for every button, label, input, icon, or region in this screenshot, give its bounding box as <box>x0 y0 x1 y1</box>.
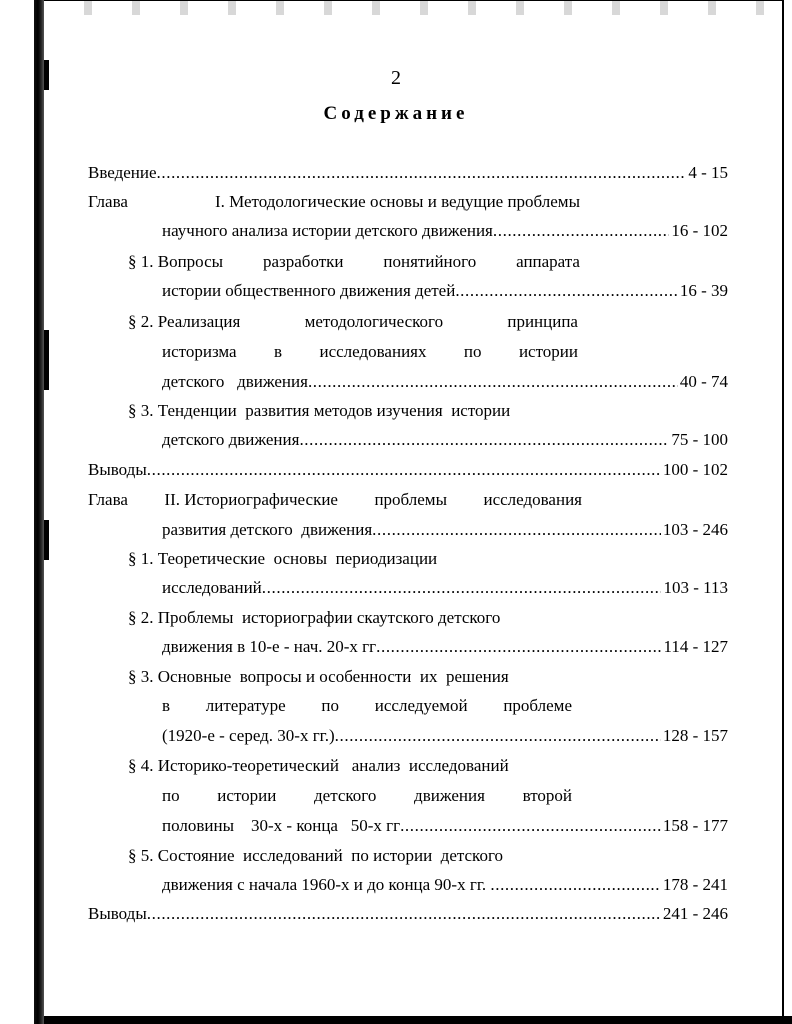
dot-leader <box>157 162 687 184</box>
toc-entry-pages: 4 - 15 <box>688 163 728 182</box>
toc-ch2-section-2-entry: движения в 10-е - нач. 20-х гг ..... 114 - 127 <box>162 636 728 658</box>
toc-ch2-section-4-heading: § 4. Историко-теоретический анализ исследований <box>128 756 509 775</box>
page-number: 2 <box>391 67 401 89</box>
toc-entry-intro <box>88 162 728 184</box>
dot-leader <box>262 577 662 599</box>
toc-ch1-section-3-entry: детского движения ..... 75 - 100 <box>162 429 728 451</box>
toc-ch1-section-2-line: историзма в исследованиях по истории <box>162 342 578 361</box>
toc-ch2-section-5-heading: § 5. Состояние исследований по истории детского <box>128 846 503 865</box>
toc-ch2-section-4-line: по истории детского движения второй <box>162 786 572 805</box>
dot-leader <box>490 874 660 896</box>
toc-ch2-conclusions: Выводы ..... 241 - 246 <box>88 903 728 925</box>
toc-ch1-section-2-heading: § 2. Реализация методологического принципа <box>128 312 578 331</box>
toc-chapter-2-heading: Глава II. Историографические проблемы исследования <box>88 490 582 509</box>
toc-chapter-1-heading: Глава I. Методологические основы и ведущие проблемы <box>88 192 580 211</box>
binding-speck <box>44 520 49 560</box>
page-frame-right <box>782 0 784 1024</box>
toc-ch2-section-3-heading: § 3. Основные вопросы и особенности их решения <box>128 667 509 686</box>
dot-leader <box>376 636 661 658</box>
binding-speck <box>44 330 49 390</box>
scan-margin <box>0 0 38 1024</box>
toc-ch1-section-1-heading: § 1. Вопросы разработки понятийного аппарата <box>128 252 580 271</box>
toc-ch1-section-1-entry: истории общественного движения детей ..... 16 - 39 <box>162 280 728 302</box>
dot-leader <box>455 280 678 302</box>
toc-ch2-section-2-heading: § 2. Проблемы историографии скаутского детского <box>128 608 501 627</box>
dot-leader <box>372 519 661 541</box>
toc-chapter-1-entry: научного анализа истории детского движения ..... 16 - 102 <box>162 220 728 242</box>
toc-ch2-section-1-heading: § 1. Теоретические основы периодизации <box>128 549 438 568</box>
dot-leader <box>308 371 678 393</box>
binding-shadow <box>34 0 44 1024</box>
toc-ch1-section-2-entry: детского движения ..... 40 - 74 <box>162 371 728 393</box>
dot-leader <box>335 725 661 747</box>
toc-ch2-section-3-entry: (1920-е - серед. 30-х гг.) ..... 128 - 157 <box>162 725 728 747</box>
toc-chapter-2-entry: развития детского движения ..... 103 - 246 <box>162 519 728 541</box>
toc-ch2-section-1-entry: исследований ..... 103 - 113 <box>162 577 728 599</box>
toc-ch2-section-5-entry: движения с начала 1960-х и до конца 90-х гг. ..... 178 - 241 <box>162 874 728 896</box>
page-frame-top <box>44 0 784 15</box>
dot-leader <box>493 220 669 242</box>
dot-leader <box>147 903 661 925</box>
toc-ch2-section-4-entry: половины 30-х - конца 50-х гг ..... 158 - 177 <box>162 815 728 837</box>
dot-leader <box>299 429 669 451</box>
page-title: Содержание <box>323 103 469 124</box>
dot-leader <box>147 459 661 481</box>
dot-leader <box>400 815 661 837</box>
page-frame-bottom <box>44 1016 792 1024</box>
toc-ch1-section-3-heading: § 3. Тенденции развития методов изучения истории <box>128 401 511 420</box>
toc-ch1-conclusions: Выводы ..... 100 - 102 <box>88 459 728 481</box>
toc-entry-text: Введение <box>88 163 157 182</box>
toc-ch2-section-3-line: в литературе по исследуемой проблеме <box>162 696 572 715</box>
